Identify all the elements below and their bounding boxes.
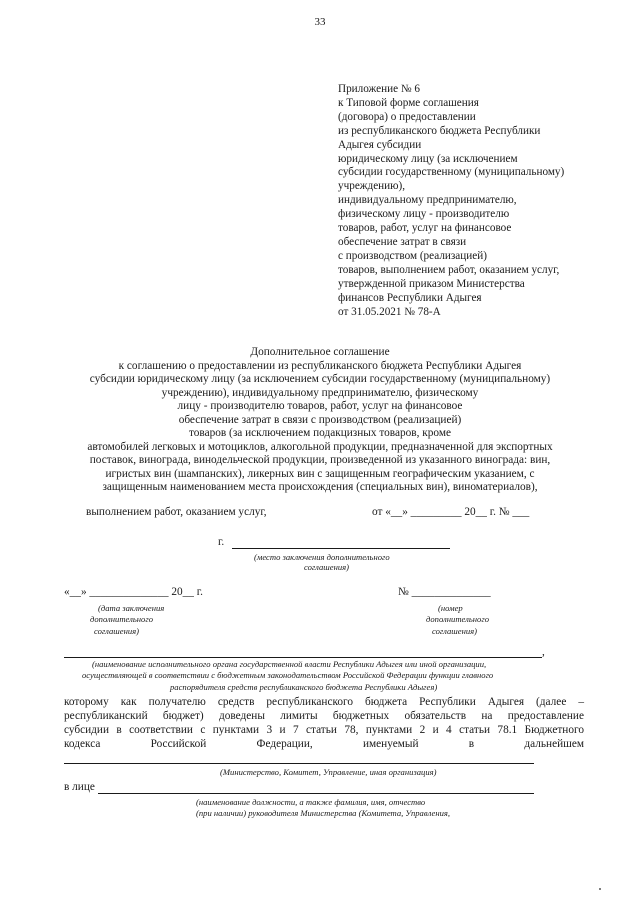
appendix-line: товаров, работ, услуг на финансовое	[338, 222, 512, 235]
ministry-input-line[interactable]	[64, 763, 534, 764]
number-caption: (номер	[438, 603, 463, 613]
appendix-line: товаров, выполнением работ, оказанием услуг,	[338, 263, 560, 276]
appendix-line: субсидии государственному (муниципальному)	[338, 166, 565, 179]
title-line: защищенным наименованием места происхождения (специальных вин), виноматериалов),	[102, 481, 538, 494]
title-line: поставок, винограда, винодельческой продукции, произведенной из указанного винограда: вин,	[89, 454, 551, 467]
title-line: Дополнительное соглашение	[250, 346, 390, 358]
appendix-line: Приложение № 6	[338, 83, 420, 95]
title-line: лицу - производителю товаров, работ, услуг на финансовое	[177, 400, 463, 413]
organization-comma: ,	[542, 646, 545, 658]
appendix-line: учреждению),	[338, 180, 406, 193]
paragraph-line: кодекса Российской Федерации, именуемый в дальнейшем	[64, 738, 584, 750]
date-caption: дополнительного	[90, 614, 154, 624]
scan-speck	[599, 888, 601, 890]
appendix-line: (договора) о предоставлении	[338, 110, 476, 123]
agreement-date[interactable]: «__» ______________ 20__ г.	[64, 586, 203, 598]
appendix-line: физическому лицу - производителю	[338, 208, 510, 221]
appendix-line: обеспечение затрат в связи	[338, 235, 467, 248]
appendix-line: утвержденной приказом Министерства	[338, 277, 525, 290]
number-caption: соглашения)	[432, 626, 478, 636]
title-line: товаров (за исключением подакцизных товаров, кроме	[188, 427, 452, 440]
in-person-caption: (наименование должности, а также фамилия, имя, отчество	[196, 797, 426, 807]
title-line: игристых вин (шампанских), ликерных вин с защищенным географическим указанием, с	[105, 467, 535, 480]
date-caption: (дата заключения	[98, 603, 165, 613]
title-line: к соглашению о предоставлении из республиканского бюджета Республики Адыгея	[118, 359, 522, 372]
appendix-line: финансов Республики Адыгея	[338, 291, 482, 304]
appendix-line: индивидуальному предпринимателю,	[338, 194, 517, 207]
number-caption: дополнительного	[426, 614, 490, 624]
page-number: 33	[314, 16, 326, 28]
appendix-header	[338, 83, 564, 319]
appendix-line: к Типовой форме соглашения	[338, 96, 479, 109]
paragraph-line: республиканский бюджет) доведены лимиты бюджетных обязательств на предоставление	[64, 710, 584, 722]
title-line: субсидии юридическому лицу (за исключением субсидии государственному (муниципальному)	[89, 373, 551, 386]
agreement-number[interactable]: № ______________	[398, 586, 491, 598]
title-line: автомобилей легковых и мотоциклов, алкогольной продукции, предназначенной для экспортных	[87, 440, 553, 453]
organization-input-line[interactable]	[64, 657, 542, 658]
appendix-line: от 31.05.2021 № 78-А	[338, 305, 441, 318]
title-last-line: выполнением работ, оказанием услуг,	[86, 506, 267, 518]
place-input-line[interactable]	[232, 548, 450, 549]
place-caption: (место заключения дополнительного	[254, 552, 390, 562]
organization-caption: (наименование исполнительного органа государственной власти Республики Адыгея или иной организации,	[92, 659, 487, 669]
title-line: обеспечение затрат в связи с производством (реализацией)	[178, 413, 462, 426]
appendix-line: Адыгея субсидии	[338, 138, 422, 151]
organization-caption: осуществляющей в соответствии с бюджетным законодательством Российской Федерации функции главного	[82, 670, 494, 680]
in-person-input-line[interactable]	[98, 793, 534, 794]
paragraph-line: которому как получателю средств республиканского бюджета Республики Адыгея (далее –	[64, 696, 584, 708]
organization-caption: распорядителя средств республиканского бюджета Республики Адыгея)	[170, 682, 438, 692]
appendix-line: из республиканского бюджета Республики	[338, 124, 541, 137]
paragraph-line: субсидии в соответствии с пунктами 3 и 7 статьи 78, пунктами 2 и 4 статьи 78.1 Бюджетного	[64, 724, 584, 736]
title-line: учреждению), индивидуальному предпринимателю, физическому	[161, 386, 479, 399]
in-person-caption: (при наличии) руководителя Министерства (Комитета, Управления,	[196, 808, 451, 818]
date-caption: соглашения)	[94, 626, 140, 636]
place-prefix: г.	[218, 536, 225, 548]
appendix-line: с производством (реализацией)	[338, 249, 487, 262]
title-date-number: от «__» _________ 20__ г. № ___	[372, 506, 530, 518]
in-person-label: в лице	[64, 781, 95, 793]
place-caption: соглашения)	[304, 562, 350, 572]
appendix-line: юридическому лицу (за исключением	[338, 152, 518, 165]
ministry-caption: (Министерство, Комитет, Управление, иная организация)	[220, 767, 437, 777]
document-title	[40, 346, 600, 495]
